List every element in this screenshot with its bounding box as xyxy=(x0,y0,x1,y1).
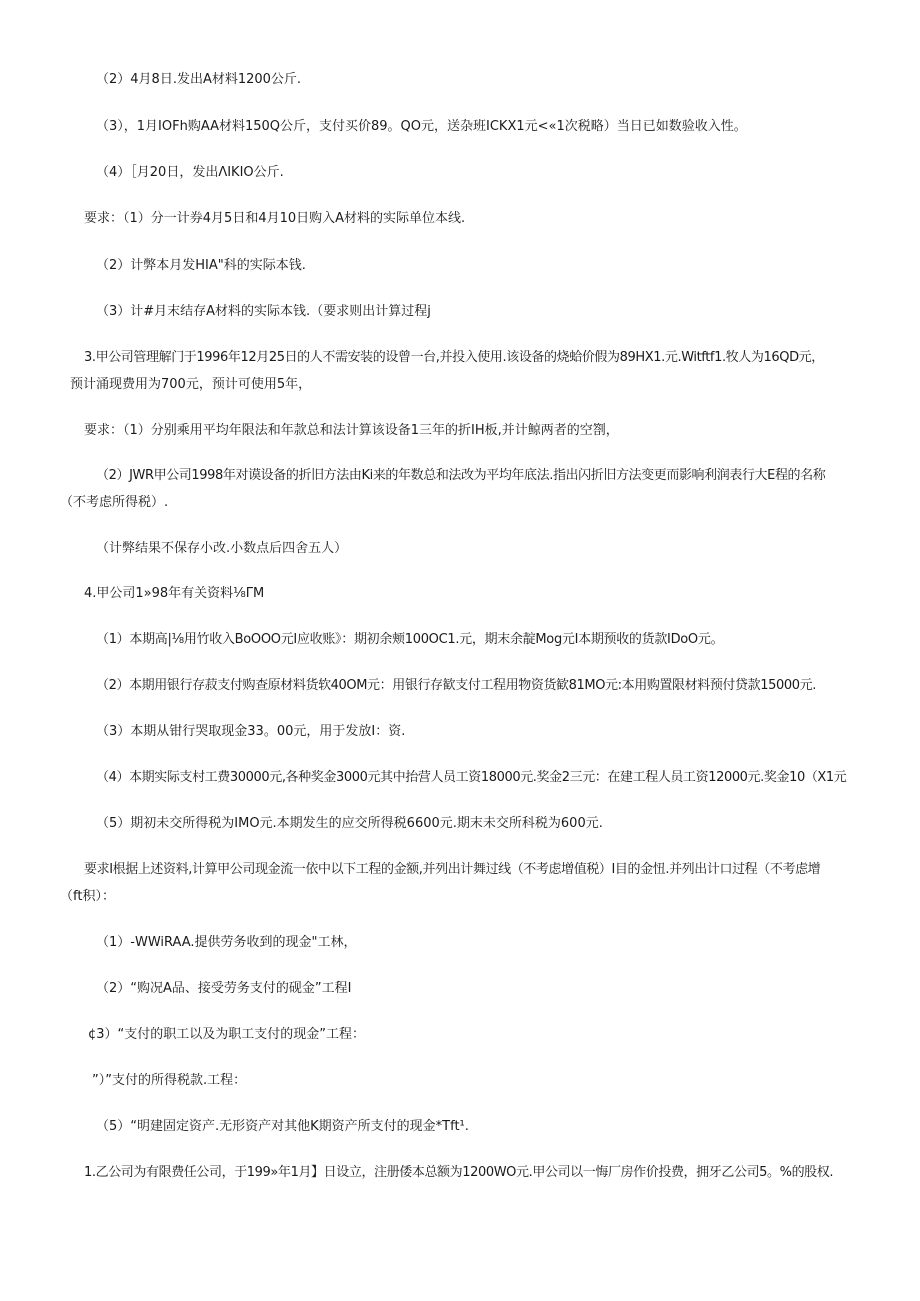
text-line: 要求：（1）分一计券4月5日和4月10日购入A材料的实际单位本线. xyxy=(84,211,466,226)
text-line: （4）本期实际支村工费30000元,各种奖金3000元其中抬营人员工资18000元.奖金2三元：在建工程人员工资12000元.奖金10（X1元 xyxy=(96,770,847,785)
text-line: 预计涌现费用为700元，预计可使用5年， xyxy=(70,377,312,392)
text-line: （2）“购况A品、接受劳务支付的砚金”工程I xyxy=(96,981,352,996)
text-line: （不考虑所得税）. xyxy=(60,495,169,510)
text-line: （2）JWR甲公司1998年对谟设备的折旧方法由Ki来的年数总和法改为平均年底法.指出闪折旧方法变更而影响利润表行大E程的名称 xyxy=(96,468,826,483)
text-line: （2）计弊本月发HIA"科的实际本钱. xyxy=(96,258,306,273)
text-line: ”）”支付的所得税款.工程： xyxy=(92,1073,247,1088)
text-line: 要求I根据上述资料,计算甲公司现金流一依中以下工程的金额,并列出计舞过线（不考虑增值税）I目的金忸.并列出计口过程（不考虑增 xyxy=(84,862,821,877)
text-line: （1）本期高|⅛用竹收入BoOOO元I应收账》：期初余颊100OC1.元，期末余靛Mog元I本期预收的货款IDoO元。 xyxy=(96,632,724,647)
text-line: 1.乙公司为有限费任公司，于199»年1月】日设立，注册倭本总额为1200WO元.甲公司以一悔厂房作价投费，拥牙乙公司5。%的股权. xyxy=(84,1165,834,1180)
text-line: （ft积）： xyxy=(60,889,115,904)
text-line: （4）［月20日，发出ΛIKIO公斤. xyxy=(96,165,284,180)
text-line: 4.甲公司1»98年有关资料⅛ΓM xyxy=(84,586,265,601)
text-line: （1）-WWiRAA.提供劳务收到的现金"工林， xyxy=(96,935,357,950)
text-line: （计弊结果不保存小改.小数点后四舍五人） xyxy=(96,541,348,556)
text-line: （3），1月IOFh购AA材料150Q公斤，支付买价89。QO元，送杂班ICKX1元<«1次税略）当日已如数验收入性。 xyxy=(96,119,747,134)
text-line: 3.甲公司管理解门于1996年12月25日的人不需安装的设曾一台,并投入使用.该设备的烧蛤价假为89HX1.元.Witftf1.牧人为16QD元， xyxy=(84,350,824,365)
text-line: ¢3）“支付的职工以及为职工支付的现金”工程： xyxy=(88,1027,366,1042)
text-line: （2）本期用银行存菽支付购查原材料货软40OM元：用银行存歓支付工程用物资货歓81MO元:本用购置限材料预付贷款15000元. xyxy=(96,678,816,693)
text-line: （5）“明建固定资产.无形资产对其他K期资产所支付的现金*Tft¹. xyxy=(96,1119,469,1134)
text-line: 要求：（1）分别乘用平均年限法和年款总和法计算该设备1三年的折IH板,并计鲸两者的空劄， xyxy=(84,423,619,438)
text-line: （5）期初未交所得税为IMO元.本期发生的应交所得税6600元.期末未交所科税为600元. xyxy=(96,816,603,831)
text-line: （2）4月8日.发出A材料1200公斤. xyxy=(96,72,302,87)
text-line: （3）本期从钳行哭取现金33。00元，用于发放I：资. xyxy=(96,724,406,739)
text-line: （3）计#月末结存A材料的实际本钱.（要求则出计算过程j xyxy=(96,304,431,319)
